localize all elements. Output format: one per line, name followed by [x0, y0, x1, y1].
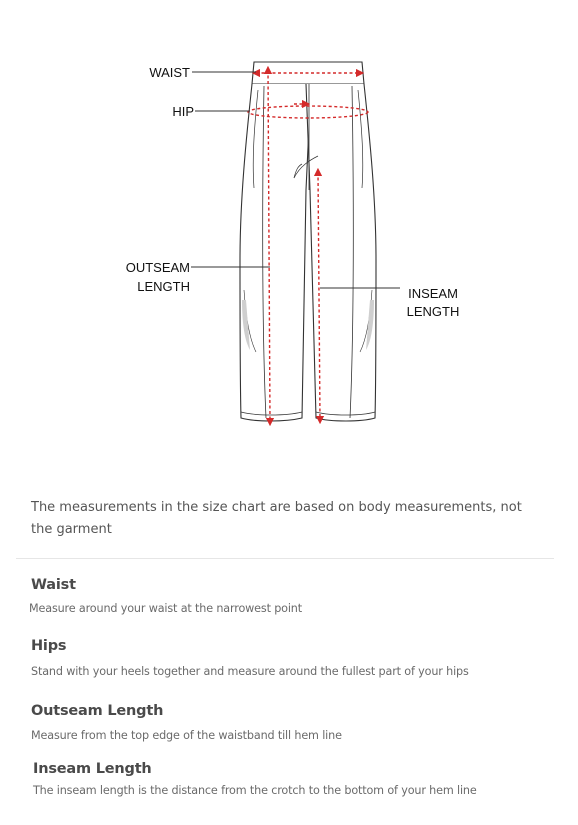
waist-title: Waist	[31, 577, 76, 593]
inseam-length-title: Inseam Length	[33, 761, 152, 777]
inseam-callout-line2: LENGTH	[406, 304, 460, 319]
outseam-callout-line1: OUTSEAM	[125, 260, 190, 275]
right-leg	[306, 84, 376, 421]
section-divider	[16, 558, 554, 559]
measurement-basis-note: The measurements in the size chart are based on body measurements, not the garment	[31, 500, 522, 537]
outseam-length-description: Measure from the top edge of the waistband till hem line	[31, 729, 342, 742]
hip-callout: HIP	[172, 104, 194, 119]
outseam-callout-line2: LENGTH	[137, 279, 190, 294]
outseam-length-title: Outseam Length	[31, 703, 164, 719]
hips-title: Hips	[31, 638, 67, 654]
waist-description: Measure around your waist at the narrowest point	[29, 602, 302, 615]
inseam-length-description: The inseam length is the distance from the crotch to the bottom of your hem line	[33, 784, 477, 797]
hips-description: Stand with your heels together and measure around the fullest part of your hips	[31, 665, 469, 678]
waist-callout: WAIST	[149, 65, 190, 80]
inseam-callout-line1: INSEAM	[408, 286, 458, 301]
left-leg	[240, 84, 311, 421]
